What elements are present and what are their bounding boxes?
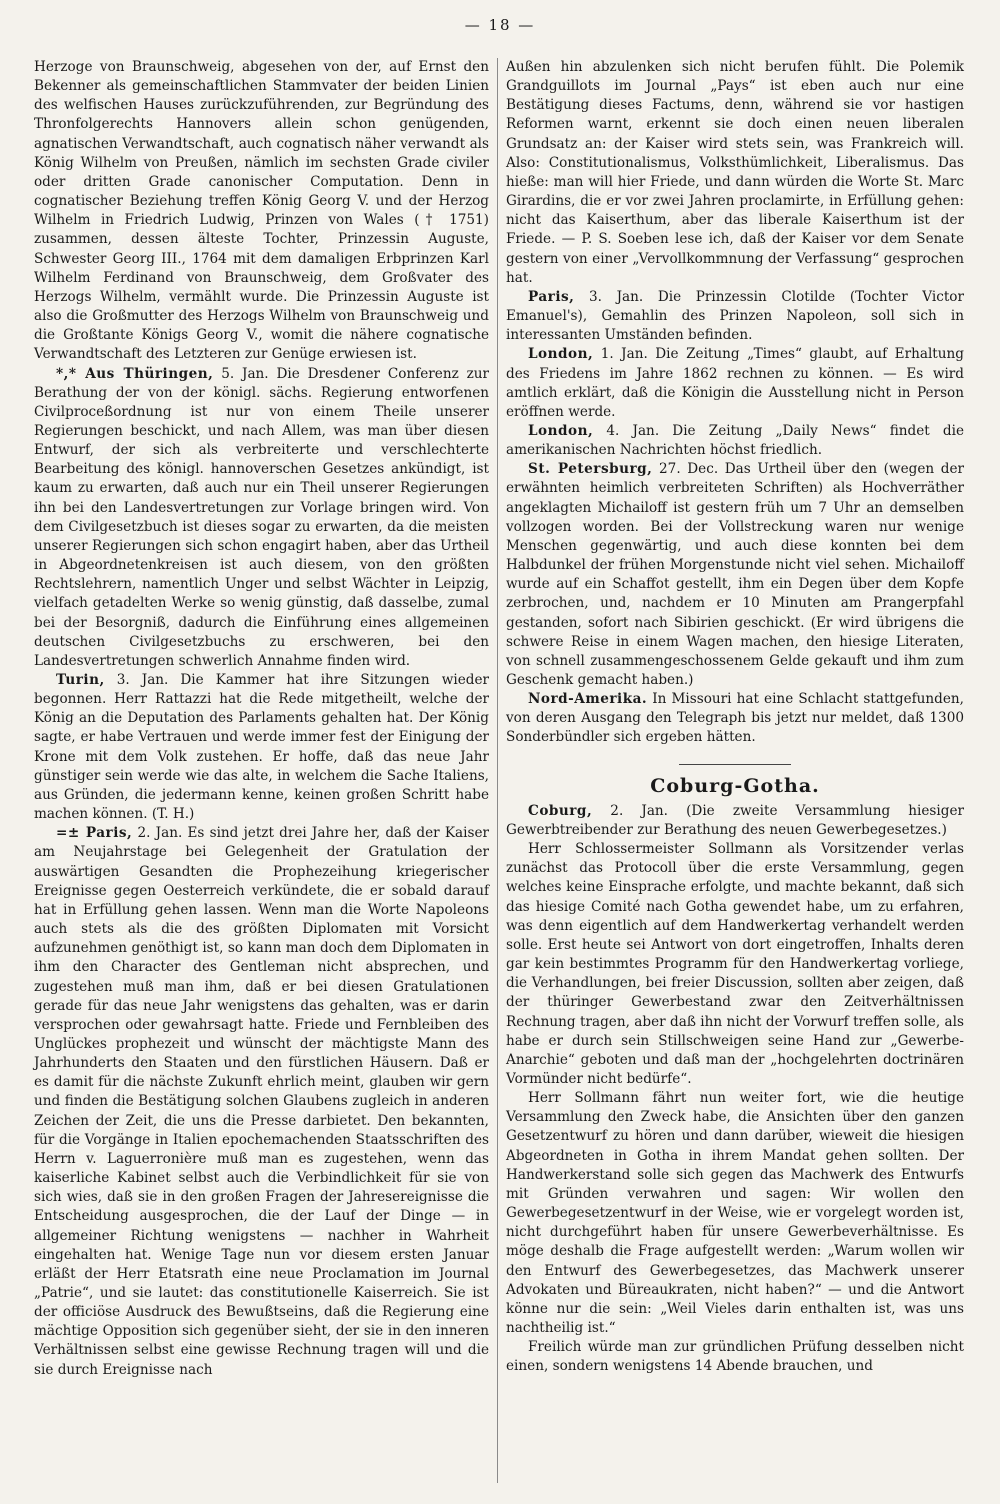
news-item-text: 1. Jan. Die Zeitung „Times“ glaubt, auf Erhaltung des Friedens im Jahre 1862 rechnen zu können. — Es wird amtlich erklärt, daß die Königin die Ausstellung nicht in Person eröffnen werde. xyxy=(506,346,964,420)
news-item-paris xyxy=(34,824,489,1380)
dateline-place: *,* Aus Thüringen, xyxy=(56,365,214,382)
page-number: — 18 — xyxy=(464,16,536,34)
news-item-london-2 xyxy=(506,422,964,460)
dateline-place: Turin, xyxy=(56,672,105,688)
news-item-st-petersburg xyxy=(506,460,964,690)
news-item-text: 4. Jan. Die Zeitung „Daily News“ findet die amerikanischen Nachrichten höchst friedlich. xyxy=(506,422,964,459)
news-item-text: 5. Jan. Die Dresdener Conferenz zur Berathung der von der königl. sächs. Regierung entworfenen Civilproceßordnung ist nur von einem Theile unserer Regierungen beschickt, und nach Allem, was man über diesen Entwurf, der sich als verbreiterte und verschlechterte Bearbeitung des königl. hannoverschen Gesetzes ankündigt, ist kaum zu erwarten, daß auch nur ein Theil unserer Regierungen ihn bei den Landesvertretungen zur Vorlage bringen wird. Von dem Civilgesetzbuch ist dieses sogar zu erwarten, da die meisten unserer Regierungen sich schon engagirt haben, aber das Urtheil in Abgeordnetenkreisen ist auch diesem, von den größten Rechtslehrern, namentlich Unger und selbst Wächter in Leipzig, vielfach getadelten Werke so wenig günstig, daß dasselbe, zumal bei der Besorgniß, dadurch die Einführung eines allgemeinen deutschen Civilgesetzbuchs zu erschweren, bei den Landesvertretungen schwerlich Annahme finden wird. xyxy=(34,365,489,669)
news-item-turin xyxy=(34,671,489,824)
dateline-place: Nord-Amerika. xyxy=(528,691,648,708)
news-item-text: In Missouri hat eine Schlacht stattgefunden, von deren Ausgang den Telegraph bis jetzt nur meldet, daß 1300 Sonderbündler sich ergeben hätten. xyxy=(506,691,964,746)
article-paragraph: Herr Schlossermeister Sollmann als Vorsitzender verlas zunächst das Protocoll über die erste Versammlung, gegen welches keine Einsprache erfolgte, und machte bekannt, daß sich das hiesige Comité nach Gotha gewendet habe, um zu erfahren, was denn eigentlich auf dem Handwerkertag verhandelt werden solle. Erst heute sei Antwort von dort eingetroffen, Inhalts deren gar kein bestimmtes Programm für den Handwerkertag vorliege, die Verhandlungen, bei freier Discussion, sollten aber zeigen, daß der thüringer Gewerbestand zwar den Zeitverhältnissen Rechnung tragen, aber daß ihn nicht der Vorwurf treffen solle, als habe er durch sein Stillschweigen seine Hand zur „Gewerbe-Anarchie“ geboten und daß man der „hochgelehrten doctrinären Vormünder nicht bedürfe“. xyxy=(506,841,964,1087)
article-paragraph: Herr Sollmann fährt nun weiter fort, wie die heutige Versammlung den Zweck habe, die Ansichten über den ganzen Gesetzentwurf zu hören und dann darüber, wieweit die hiesigen Abgeordneten in Gotha in ihrem Mandat gehen sollten. Der Handwerkerstand solle sich gegen das Machwerk des Entwurfs mit Gründen verwahren und sagen: Wir wollen den Gewerbegesetzentwurf in der Weise, wie er vorgelegt worden ist, nicht durchgeführt haben für unsere Gewerbeverhältnisse. Es möge deshalb die Frage aufgestellt werden: „Warum wollen wir den Entwurf des Gewerbegesetzes, das Machwerk unserer Advokaten und Büreaukraten, nicht haben?“ — und die Antwort könne nur die sein: „Weil Vieles darin enthalten ist, was uns nachtheilig ist.“ xyxy=(506,1090,964,1336)
dateline-place: St. Petersburg, xyxy=(528,461,653,478)
news-item-nord-amerika xyxy=(506,690,964,747)
news-item-text: 2. Jan. (Die zweite Versammlung hiesiger Gewerbtreibender zur Berathung des neuen Gewerbegesetzes.) xyxy=(506,802,964,838)
dateline-place: Coburg, xyxy=(528,802,593,819)
news-item-text: 3. Jan. Die Kammer hat ihre Sitzungen wieder begonnen. Herr Rattazzi hat die Rede mitgetheilt, welche der König an die Deputation des Parlaments gehalten hat. Der König sagte, er habe Vertrauen und werde immer fest der Einigung der Krone mit dem Volk zustehen. Er hoffe, daß das neue Jahr günstiger sein werde wie das alte, in welchem die Sache Italiens, aus Gründen, die jedermann kenne, keinen großen Schritt habe machen können. (T. H.) xyxy=(34,672,489,823)
dateline-place: =± Paris, xyxy=(56,825,133,842)
article-paragraph: Herzoge von Braunschweig, abgesehen von der, auf Ernst den Bekenner als gemeinschaftlichen Stammvater der beiden Linien des welfischen Hauses zurückzuführenden, zur Begründung des Thronfolgerechts Hannovers allein schon genügenden, agnatischen Verwandtschaft, auch cognatisch näher verwandt als König Wilhelm von Preußen, nämlich im sechsten Grade civiler oder dritten Grade canonischer Computation. Denn in cognatischer Beziehung treffen König Georg V. und der Herzog Wilhelm in Friedrich Ludwig, Prinzen von Wales († 1751) zusammen, dessen älteste Tochter, Prinzessin Auguste, Schwester Georg III., 1764 mit dem damaligen Erbprinzen Karl Wilhelm Ferdinand von Braunschweig, dem Großvater des Herzogs Wilhelm, vermählt wurde. Die Prinzessin Auguste ist also die Großmutter des Herzogs Wilhelm von Braunschweig und die Großtante Königs Georg V., womit die nähere cognatische Verwandtschaft des Letzteren zur Genüge erwiesen ist. xyxy=(34,59,489,363)
dateline-place: London, xyxy=(528,422,594,439)
news-item-paris-clotilde xyxy=(506,288,964,345)
section-separator xyxy=(679,764,791,765)
news-item-london-1 xyxy=(506,345,964,422)
right-column xyxy=(506,58,964,1376)
column-divider xyxy=(497,58,498,1483)
news-item-thueringen xyxy=(34,365,489,672)
article-paragraph: Freilich würde man zur gründlichen Prüfung desselben nicht einen, sondern wenigstens 14 Abende brauchen, und xyxy=(506,1339,964,1375)
dateline-place: London, xyxy=(528,346,594,363)
news-item-text: 3. Jan. Die Prinzessin Clotilde (Tochter Victor Emanuel's), Gemahlin des Prinzen Napoleon, soll sich in interessanten Umständen befinden. xyxy=(506,288,964,344)
article-paragraph: Außen hin abzulenken sich nicht berufen fühlt. Die Polemik Grandguillots im Journal „Pays“ ist eben auch nur eine Bestätigung dieses Factums, denn, während sie vor hastigen Reformen warnt, erkennt sie doch einen neuen liberalen Grundsatz an: der Kaiser wird stets sein, was Frankreich will. Also: Constitutionalismus, Volksthümlichkeit, Liberalismus. Das hieße: man will hier Friede, und dann würden die Worte St. Marc Girardins, die er vor zwei Jahren proclamirte, in Erfüllung gehen: nicht das Kaiserthum, aber das liberale Kaiserthum ist der Friede. — P. S. Soeben lese ich, daß der Kaiser vor dem Senate gestern von einer „Vervollkommnung der Verfassung“ gesprochen hat. xyxy=(506,59,964,286)
dateline-place: Paris, xyxy=(528,288,575,305)
news-item-text: 27. Dec. Das Urtheil über den (wegen der erwähnten heimlich verbreiteten Schriften) als Hochverräther angeklagten Michailoff ist gestern früh um 7 Uhr an demselben vollzogen worden. Bei der Vollstreckung waren nur wenige Menschen gegenwärtig, und auch diese konnten bei dem Halbdunkel der frühen Morgenstunde nicht viel sehen. Michailoff wurde auf ein Schaffot gestellt, ihm ein Degen über dem Kopfe zerbrochen, und, nachdem er 10 Minuten am Prangerpfahl gestanden, sofort nach Sibirien geschickt. (Er wird übrigens die schwere Reise in einem Wagen machen, den hiesige Literaten, von schnell zusammengeschossenem Gelde gekauft und ihm zum Geschenk gemacht haben.) xyxy=(506,461,964,688)
news-item-coburg xyxy=(506,802,964,840)
news-item-text: 2. Jan. Es sind jetzt drei Jahre her, daß der Kaiser am Neujahrstage bei Gelegenheit der Gratulation der auswärtigen Gesandten die Prophezeihung kriegerischer Ereignisse gegen Oesterreich verkündete, die er sobald darauf hat in Erfüllung gehen lassen. Wenn man die Worte Napoleons auch stets als die des größten Diplomaten mit Vorsicht aufzunehmen genöthigt ist, so kann man doch dem Diplomaten in ihm den Character des Gentleman nicht absprechen, und zugestehen muß man ihm, daß er bei diesen Gratulationen gerade für das neue Jahr wenigstens das gehalten, was er darin versprochen oder gewahrsagt hatte. Friede und Fernbleiben des Unglückes prophezeit und wünscht der mächtigste Mann des Jahrhunderts den Staaten und den fürstlichen Häusern. Daß er es damit für die nächste Zukunft ehrlich meint, glauben wir gern und finden die Bestätigung solchen Glaubens zugleich in anderen Zeichen der Zeit, die uns die Presse darbietet. Den bekannten, für die Vorgänge in Italien epochemachenden Staatsschriften des Herrn v. Laguerronière muß man es zugestehen, wenn das kaiserliche Kabinet selbst auch die Verbindlichkeit für sie von sich wies, daß sie in den großen Fragen der Jahresereignisse die Entscheidung ausgesprochen, die der Lauf der Dinge — in allgemeiner Richtung wenigstens — nachher in Wahrheit eingehalten hat. Wenige Tage nun vor diesem ersten Januar erläßt der Herr Etatsrath eine neue Proclamation im Journal „Patrie“, und sie lautet: das constitutionelle Kaiserreich. Sie ist der officiöse Ausdruck des Bewußtseins, daß die Regierung eine mächtige Opposition sich gegenüber sieht, der sie in den inneren Verhältnissen selbst eine gewisse Rechnung tragen will und die sie durch Ereignisse nach xyxy=(34,825,489,1378)
left-column xyxy=(34,58,489,1380)
section-heading: Coburg-Gotha. xyxy=(650,774,820,797)
